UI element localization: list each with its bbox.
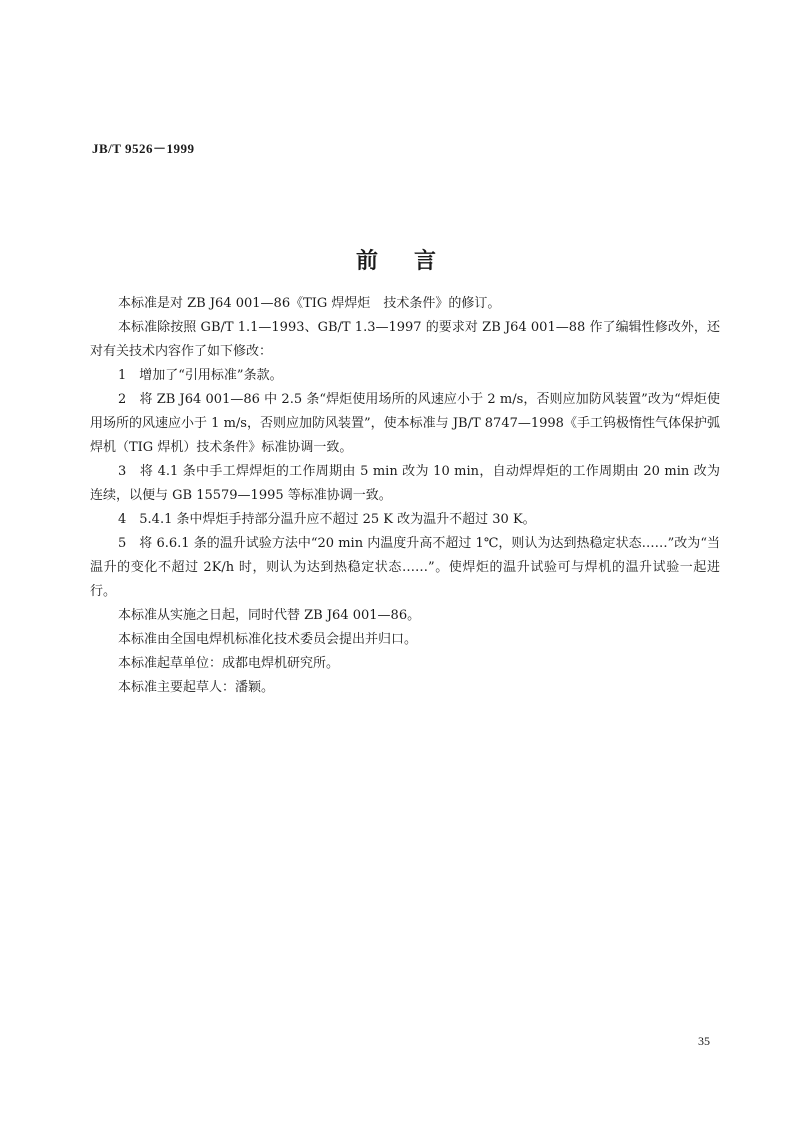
page-title: 前言 <box>355 249 472 274</box>
paragraph-replacement: 本标准从实施之日起，同时代替 ZB J64 001—86。 <box>118 608 421 623</box>
paragraph-change-1: 1 增加了“引用标准”条款。 <box>118 368 283 383</box>
paragraph-change-3: 3 将 4.1 条中手工焊焊炬的工作周期由 5 min 改为 10 min，自动焊焊炬的工作周期由 20 min 改为连续，以便与 GB 15579—1995 等标准协调一致。 <box>90 464 720 503</box>
foreword-body <box>90 292 720 700</box>
page-number: 35 <box>698 1034 710 1048</box>
paragraph-proposer: 本标准由全国电焊机标准化技术委员会提出并归口。 <box>118 632 418 647</box>
paragraph-revision-scope: 本标准除按照 GB/T 1.1—1993、GB/T 1.3—1997 的要求对 ZB J64 001—88 作了编辑性修改外，还对有关技术内容作了如下修改： <box>90 320 720 359</box>
paragraph-intro: 本标准是对 ZB J64 001—86《TIG 焊焊炬 技术条件》的修订。 <box>118 296 501 311</box>
paragraph-drafting-unit: 本标准起草单位：成都电焊机研究所。 <box>118 656 340 671</box>
standard-code: JB/T 9526－1999 <box>92 141 195 156</box>
paragraph-change-5: 5 将 6.6.1 条的温升试验方法中“20 min 内温度升高不超过 1℃，则认为达到热稳定状态……”改为“当温升的变化不超过 2K/h 时，则认为达到热稳定状态……”。使焊炬的温升试验可与焊机的温升试验一起进行。 <box>90 536 720 599</box>
paragraph-change-4: 4 5.4.1 条中焊炬手持部分温升应不超过 25 K 改为温升不超过 30 K。 <box>118 512 536 527</box>
paragraph-drafter: 本标准主要起草人：潘颖。 <box>118 680 275 695</box>
paragraph-change-2: 2 将 ZB J64 001—86 中 2.5 条“焊炬使用场所的风速应小于 2 m/s，否则应加防风装置”改为“焊炬使用场所的风速应小于 1 m/s，否则应加防风装置”，使本标准与 JB/T 8747—1998《手工钨极惰性气体保护弧焊机（TIG 焊机）技术条件》标准协调一致。 <box>90 392 720 455</box>
